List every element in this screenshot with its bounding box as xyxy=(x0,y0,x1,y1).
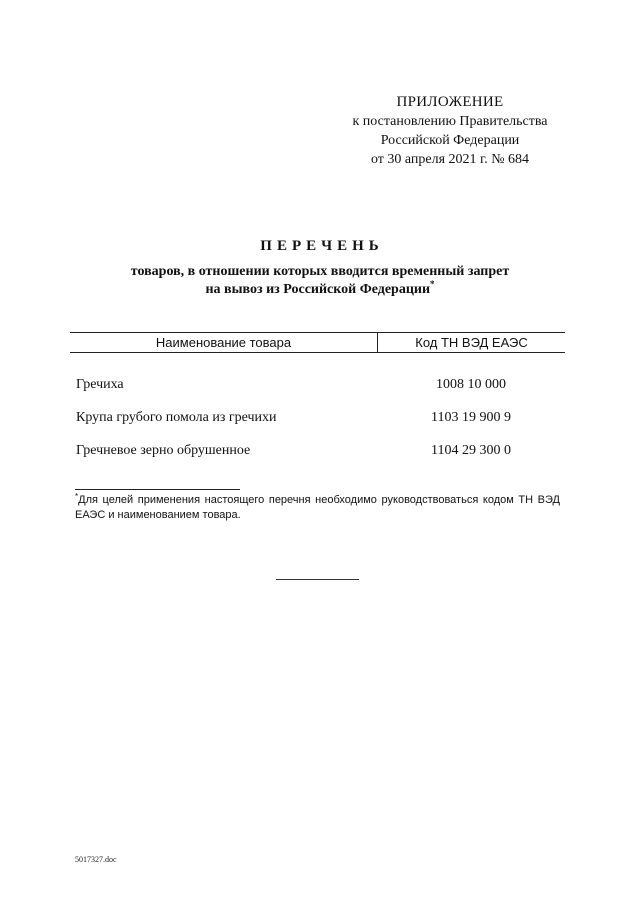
subtitle-footnote-mark: * xyxy=(430,279,435,289)
table-header xyxy=(70,332,565,353)
goods-code: 1103 19 900 9 xyxy=(431,410,511,425)
subtitle-line-1: товаров, в отношении которых вводится временный запрет xyxy=(130,264,510,279)
annex-line-2: Российской Федерации xyxy=(380,133,520,148)
document-subtitle xyxy=(70,263,570,299)
table-body xyxy=(70,353,565,467)
footnote xyxy=(75,493,560,523)
goods-code: 1104 29 300 0 xyxy=(431,443,511,458)
file-label: 5017327.doc xyxy=(75,855,117,864)
footnote-divider xyxy=(75,489,240,490)
subtitle-line-2 xyxy=(70,281,570,299)
footnote-mark: * xyxy=(75,492,79,501)
goods-name: Гречневое зерно обрушенное xyxy=(76,443,251,458)
goods-name: Гречиха xyxy=(76,377,124,392)
table-row xyxy=(70,434,565,467)
document-title: ПЕРЕЧЕНЬ xyxy=(260,238,384,254)
goods-code: 1008 10 000 xyxy=(436,377,506,392)
table-row xyxy=(70,401,565,434)
annex-line-3: от 30 апреля 2021 г. № 684 xyxy=(370,152,530,167)
header-code: Код ТН ВЭД ЕАЭС xyxy=(415,335,528,350)
end-of-document-line xyxy=(276,579,359,580)
annex-line-1: к постановлению Правительства xyxy=(352,114,548,129)
header-goods-name: Наименование товара xyxy=(70,333,378,352)
goods-table xyxy=(70,332,565,467)
subtitle-line-2-text: на вывоз из Российской Федерации xyxy=(205,282,431,297)
annex-title: ПРИЛОЖЕНИЕ xyxy=(396,94,504,110)
footnote-text: Для целей применения настоящего перечня необходимо руководствоваться кодом ТН ВЭД ЕАЭС и наименованием товара. xyxy=(75,494,560,521)
goods-name: Крупа грубого помола из гречихи xyxy=(76,410,277,425)
table-row xyxy=(70,368,565,401)
annex-header xyxy=(300,93,600,169)
